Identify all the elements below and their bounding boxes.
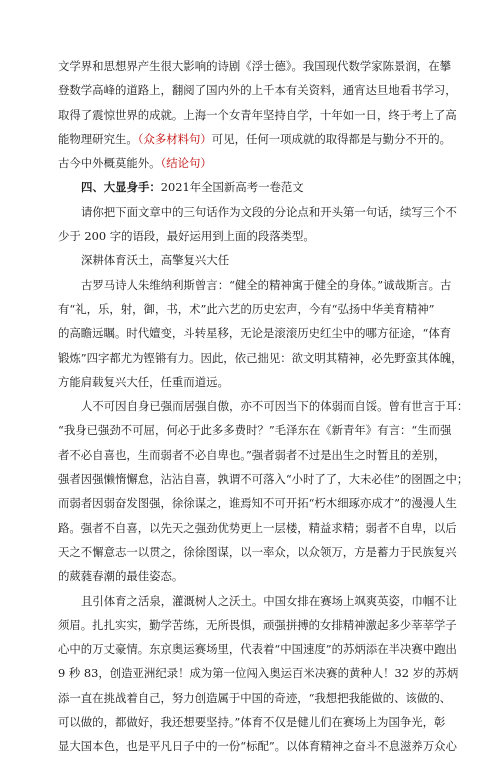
text-line: 方能肩载复兴大任，任重而道远。 [58, 374, 229, 389]
essay-title: 深耕体育沃土，高擎复兴大任 [81, 253, 230, 268]
text-segment: 古今中外概莫能外。 [58, 156, 161, 171]
text-line: 而弱者因弱奋发图强，徐徐谋之，谁焉知不可开拓“朽木细琢亦成才”的漫漫人生 [58, 496, 457, 511]
essay-paragraph-1 [58, 273, 463, 394]
text-segment: 可见，任何一项成就的取得都是与勤分不开的。 [211, 131, 452, 146]
text-line: 者不必自喜也，生而弱者不必自卑也。”强者弱者不过是出生之时暂且的差别， [58, 447, 446, 462]
text-line: 9 秒 83，创造亚洲纪录！成为第一位闯入奥运百米决赛的黄种人！32 岁的苏炳 [58, 666, 459, 681]
text-line: 天之不懈意志一以贯之，徐徐图谋，以一率众，以众领万，方是蓄力于民族复兴 [58, 544, 457, 559]
document-page [58, 54, 469, 759]
text-line: 添一直在挑战着自己，努力创造属于中国的奇迹，“我想把我能做的、该做的、 [58, 690, 452, 705]
text-line: 强者因强懒惰懈怠，沾沾自喜，孰谓不可落入“小时了了，大未必佳”的囹圄之中； [58, 472, 469, 487]
text-line: 古罗马诗人朱维纳利斯曾言：“健全的精神寓于健全的身体。”诚哉斯言。古 [81, 277, 452, 292]
annotation-materials: （众多材料句） [137, 131, 212, 146]
section-heading [58, 175, 442, 199]
annotation-conclusion: （结论句） [160, 156, 212, 171]
text-line: 登数学高峰的道路上，翻阅了国内外的上千本有关资料，通宵达旦地看书学习， [58, 83, 457, 98]
text-segment: 能物理研究生。 [58, 131, 138, 146]
text-line: 路。强者不自喜，以先天之强劲优势更上一层楼，精益求精；弱者不自卑，以后 [58, 520, 457, 535]
text-line: 文学界和思想界产生很大影响的诗剧《浮士德》。我国现代数学家陈景润，在攀 [58, 59, 451, 73]
text-line: 须眉。扎扎实实，勤学苦练，无所畏惧，顽强拼搏的女排精神激起多少莘莘学子 [58, 617, 457, 632]
text-line: 人不可因自身已强而居强自傲，亦不可因当下的体弱而自馁。曾有世言于耳： [81, 399, 469, 414]
text-line: 且引体育之活泉，灌溉树人之沃土。中国女排在赛场上飒爽英姿，巾帼不让 [81, 593, 457, 608]
paragraph-continued [58, 54, 457, 175]
essay-paragraph-2 [58, 394, 469, 588]
text-line: 心中的万丈豪情。东京奥运赛场里，代表着“中国速度”的苏炳添在半决赛中跑出 [58, 642, 457, 657]
text-line: “我身已强劲不可屈，何必于此多多费时？”毛泽东在《新青年》有言：“生而强 [58, 423, 452, 438]
text-line [58, 127, 452, 151]
text-line: 取得了震惊世界的成就。上海一个女青年坚持自学，十年如一日，终于考上了高 [58, 107, 457, 122]
essay-paragraph-3 [58, 589, 459, 759]
text-line: 可以做的，都做好，我还想要坚持。”体育不仅是健儿们在赛场上为国争光，彰 [58, 715, 446, 730]
text-line: 的葳蕤春潮的最佳姿态。 [58, 569, 184, 584]
text-line [58, 151, 442, 175]
text-line: 显大国本色，也是平凡日子中的一份“标配”。以体育精神之奋斗不息滋养万众心 [58, 739, 457, 754]
instruction-paragraph [58, 200, 457, 249]
section-subtitle: 2021年全国新高考一卷范文 [160, 180, 304, 195]
text-line: 少于 200 字的语段，最好运用到上面的段落类型。 [58, 229, 315, 244]
text-line: 的高瞻远瞩。时代嬗变，斗转星移，无论是滚滚历史红尘中的哪方征途，“体育 [58, 326, 452, 341]
section-heading-label: 四、大显身手： [81, 180, 161, 195]
text-line: 请你把下面文章中的三句话作为文段的分论点和开头第一句话，续写三个不 [81, 204, 457, 219]
text-line: 有“礼，乐，射，御，书，术”此六艺的历史宏声，今有“弘扬中华美育精神” [58, 301, 435, 316]
text-line: 锻炼”四字都尤为铿锵有力。因此，依己拙见：欲文明其精神，必先野蛮其体魄， [58, 350, 463, 365]
